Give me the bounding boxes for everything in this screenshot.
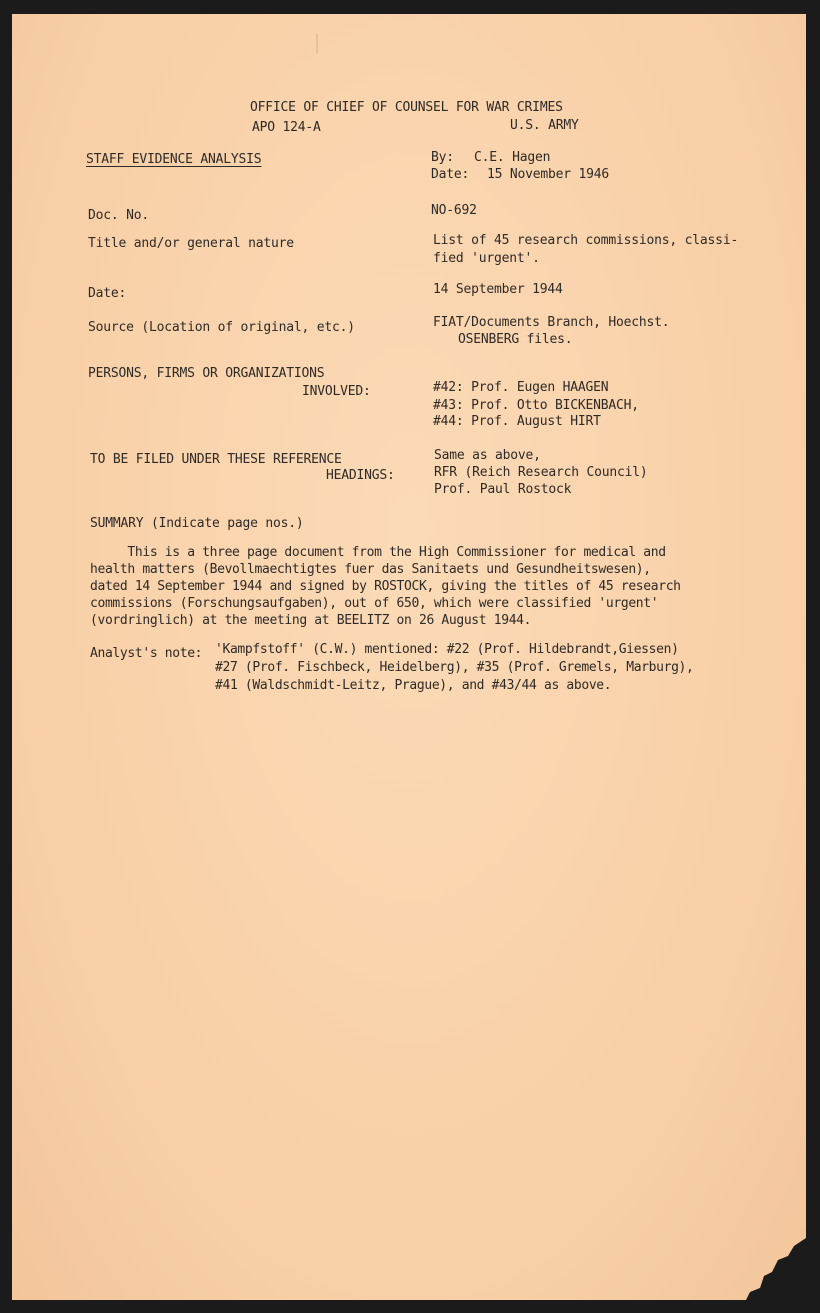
apo-number: APO 124-A [252, 120, 321, 135]
persons-label-line1: PERSONS, FIRMS OR ORGANIZATIONS [88, 366, 325, 381]
summary-line: health matters (Bevollmaechtigtes fuer das Sanitaets und Gesundheitswesen), [90, 562, 651, 577]
doc-no-label: Doc. No. [88, 208, 150, 223]
reference-heading: Prof. Paul Rostock [434, 482, 572, 497]
analysis-date-value: 15 November 1946 [487, 167, 610, 182]
person-item: #43: Prof. Otto BICKENBACH, [433, 398, 639, 413]
summary-line: dated 14 September 1944 and signed by ROSTOCK, giving the titles of 45 research [90, 579, 681, 594]
filed-label-line1: TO BE FILED UNDER THESE REFERENCE [90, 452, 342, 467]
summary-line: This is a three page document from the High Commissioner for medical and [90, 545, 666, 560]
analyst-name: C.E. Hagen [474, 150, 551, 165]
analysis-date-label: Date: [431, 167, 470, 182]
analyst-note-line: #41 (Waldschmidt-Leitz, Prague), and #43/44 as above. [215, 678, 612, 693]
reference-heading: Same as above, [434, 448, 541, 463]
title-label: Title and/or general nature [88, 236, 294, 251]
analyst-note-line: 'Kampfstoff' (C.W.) mentioned: #22 (Prof. Hildebrandt,Giessen) [215, 642, 679, 657]
doc-no-value: NO-692 [431, 203, 477, 218]
staff-evidence-title: STAFF EVIDENCE ANALYSIS [86, 152, 262, 167]
source-value-line2: OSENBERG files. [458, 332, 573, 347]
source-value-line1: FIAT/Documents Branch, Hoechst. [433, 315, 670, 330]
army-label: U.S. ARMY [510, 118, 579, 133]
title-value-line1: List of 45 research commissions, classi- [433, 233, 739, 248]
document-date-value: 14 September 1944 [433, 282, 563, 297]
summary-heading: SUMMARY (Indicate page nos.) [90, 516, 304, 531]
pencil-mark: | | [314, 33, 321, 54]
person-item: #44: Prof. August HIRT [433, 414, 601, 429]
analyst-note-line: #27 (Prof. Fischbeck, Heidelberg), #35 (Prof. Gremels, Marburg), [215, 660, 694, 675]
analyst-note-label: Analyst's note: [90, 646, 203, 661]
person-item: #42: Prof. Eugen HAAGEN [433, 380, 609, 395]
source-label: Source (Location of original, etc.) [88, 320, 355, 335]
summary-line: commissions (Forschungsaufgaben), out of 650, which were classified 'urgent' [90, 596, 659, 611]
filed-label-line2: HEADINGS: [326, 468, 395, 483]
office-heading: OFFICE OF CHIEF OF COUNSEL FOR WAR CRIMES [250, 100, 563, 115]
document-page [12, 14, 806, 1300]
summary-line: (vordringlich) at the meeting at BEELITZ on 26 August 1944. [90, 613, 532, 628]
torn-corner [742, 1238, 806, 1300]
by-label: By: [431, 150, 454, 165]
reference-heading: RFR (Reich Research Council) [434, 465, 648, 480]
document-date-label: Date: [88, 286, 127, 301]
persons-label-line2: INVOLVED: [302, 384, 371, 399]
title-value-line2: fied 'urgent'. [433, 251, 540, 266]
